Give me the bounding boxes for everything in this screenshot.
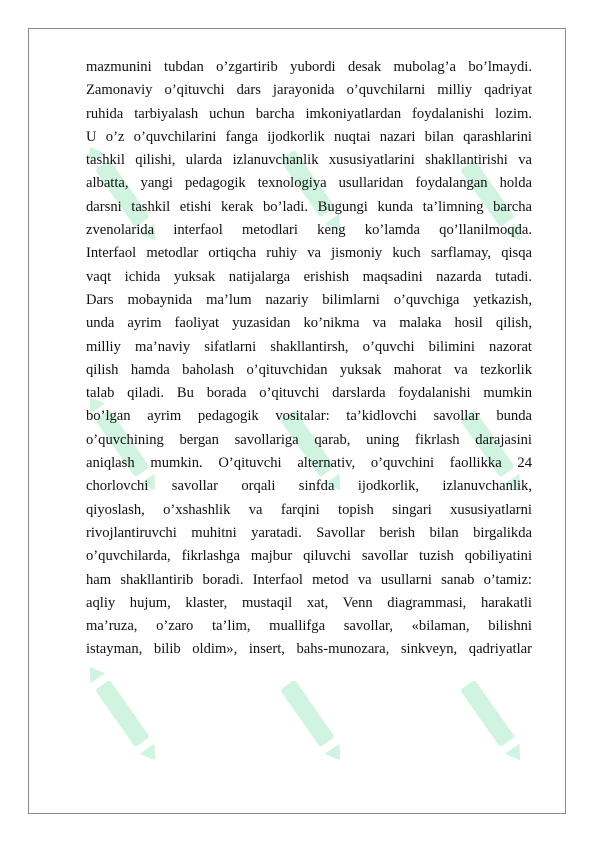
text-line: Dars mobaynida ma’lum nazariy bilimlarni o’quvchiga yetkazish, [86, 291, 532, 308]
text-line: rivojlantiruvchi muhitni yaratadi. Savollar berish bilan birgalikda [86, 524, 532, 541]
text-line: o’quvchining bergan savollariga qarab, uning fikrlash darajasini [86, 431, 532, 448]
text-line: unda ayrim faoliyat yuzasidan ko’nikma va malaka hosil qilish, [86, 315, 532, 332]
text-line: tashkil qilishi, ularda izlanuvchanlik xususiyatlarini shakllantirishi va [86, 152, 532, 169]
text-line: ruhida tarbiyalash uchun barcha imkoniyatlardan foydalanishi lozim. [86, 105, 532, 122]
text-line: qilish hamda baholash o’qituvchidan yuksak mahorat va tezkorlik [86, 361, 532, 378]
text-line: chorlovchi savollar orqali sinfda ijodkorlik, izlanuvchanlik, [86, 478, 532, 495]
text-line: ham shakllantirib boradi. Interfaol metod va usullarni sanab o’tamiz: [86, 571, 532, 588]
text-line: Interfaol metodlar ortiqcha ruhiy va jismoniy kuch sarflamay, qisqa [86, 245, 532, 262]
text-line: vaqt ichida yuksak natijalarga erishish maqsadini nazarda tutadi. [86, 268, 532, 285]
text-line: mazmunini tubdan o’zgartirib yubordi desak mubolag’a bo’lmaydi. [86, 59, 532, 75]
text-line: aqliy hujum, klaster, mustaqil xat, Venn diagrammasi, harakatli [86, 594, 532, 611]
text-line: qiyoslash, o’xshashlik va farqini topish singari xususiyatlarni [86, 501, 532, 518]
text-line: aniqlash mumkin. O’qituvchi alternativ, o’quvchini faollikka 24 [86, 455, 532, 472]
text-line: zvenolarida interfaol metodlari keng ko’lamda qo’llanilmoqda. [86, 222, 532, 239]
text-line: U o’z o’quvchilarini fanga ijodkorlik nuqtai nazari bilan qarashlarini [86, 128, 532, 145]
text-line: albatta, yangi pedagogik texnologiya usullaridan foydalangan holda [86, 175, 532, 192]
text-line: bo’lgan ayrim pedagogik vositalar: ta’kidlovchi savollar bunda [86, 408, 532, 425]
text-line: Zamonaviy o’qituvchi dars jarayonida o’quvchilarni milliy qadriyat [86, 82, 532, 99]
text-line: talab qiladi. Bu borada o’qituvchi darslarda foydalanishi mumkin [86, 385, 532, 402]
body-paragraph [86, 56, 532, 662]
text-line: ma’ruza, o’zaro ta’lim, muallifga savollar, «bilaman, bilishni [86, 618, 532, 635]
text-line: milliy ma’naviy sifatlarni shakllantirsh, o’quvchi bilimini nazorat [86, 338, 532, 355]
text-line: istayman, bilib oldim», insert, bahs-munozara, sinkveyn, qadriyatlar [86, 641, 532, 658]
text-line: o’quvchilarda, fikrlashga majbur qiluvchi savollar tuzish qobiliyatini [86, 548, 532, 565]
text-line: darsni tashkil etishi kerak bo’ladi. Bugungi kunda ta’limning barcha [86, 198, 532, 215]
